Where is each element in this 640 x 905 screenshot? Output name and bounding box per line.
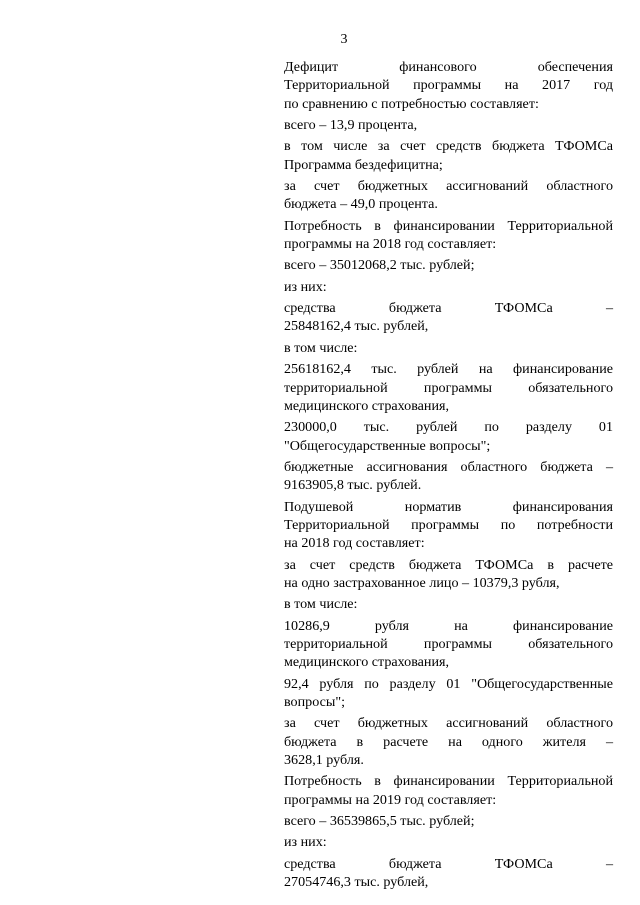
text-line: 27054746,3 тыс. рублей,	[284, 874, 429, 891]
text-line: из них:	[284, 278, 327, 295]
text-line: 3628,1 рубля.	[284, 752, 364, 769]
text-line: 9163905,8 тыс. рублей.	[284, 477, 422, 494]
paragraph	[284, 137, 613, 174]
paragraph	[284, 714, 613, 769]
paragraph	[284, 256, 613, 274]
text-line: Программа бездефицитна;	[284, 156, 443, 173]
paragraph	[284, 418, 613, 455]
text-line: из них:	[284, 834, 327, 851]
text-line: Потребность в финансировании Территориальной	[284, 217, 613, 234]
paragraph	[284, 217, 613, 254]
text-line: за счет бюджетных ассигнований областного	[284, 178, 613, 195]
text-line: бюджета в расчете на одного жителя –	[284, 733, 613, 750]
text-line: программы на 2018 год составляет:	[284, 236, 497, 253]
paragraph	[284, 556, 613, 593]
text-line: 10286,9 рубля на финансирование	[284, 617, 613, 634]
paragraph	[284, 855, 613, 892]
text-line: "Общегосударственные вопросы";	[284, 437, 491, 454]
text-line: всего – 13,9 процента,	[284, 117, 418, 134]
text-line: программы на 2019 год составляет:	[284, 791, 497, 808]
text-line: медицинского страхования,	[284, 654, 450, 671]
text-line: Подушевой норматив финансирования	[284, 498, 613, 515]
paragraph	[284, 177, 613, 214]
text-line: Дефицит финансового обеспечения	[284, 59, 613, 75]
text-line: по сравнению с потребностью составляет:	[284, 95, 539, 112]
text-line: вопросы";	[284, 694, 345, 710]
text-line: Территориальной программы на 2017 год	[284, 77, 613, 94]
paragraph	[284, 595, 613, 613]
paragraph	[284, 278, 613, 296]
text-line: 230000,0 тыс. рублей по разделу 01	[284, 419, 613, 436]
page-number: 3	[340, 32, 348, 47]
paragraph	[284, 360, 613, 415]
paragraph	[284, 58, 613, 113]
paragraph	[284, 675, 613, 712]
text-line: в том числе:	[284, 339, 358, 356]
document-body	[284, 58, 613, 891]
paragraph	[284, 339, 613, 357]
paragraph	[284, 772, 613, 809]
text-line: территориальной программы обязательного	[284, 635, 613, 652]
text-line: территориальной программы обязательного	[284, 379, 613, 396]
text-line: в том числе за счет средств бюджета ТФОМСа	[284, 138, 613, 155]
text-line: Потребность в финансировании Территориальной	[284, 773, 613, 790]
text-line: бюджета – 49,0 процента.	[284, 196, 438, 213]
text-line: средства бюджета ТФОМСа –	[284, 855, 613, 872]
paragraph	[284, 617, 613, 672]
text-line: на 2018 год составляет:	[284, 535, 425, 552]
text-line: за счет бюджетных ассигнований областного	[284, 715, 613, 732]
text-line: на одно застрахованное лицо – 10379,3 рубля,	[284, 574, 560, 591]
text-line: 25618162,4 тыс. рублей на финансирование	[284, 361, 613, 378]
text-line: медицинского страхования,	[284, 397, 450, 414]
text-line: всего – 36539865,5 тыс. рублей;	[284, 813, 475, 830]
text-line: всего – 35012068,2 тыс. рублей;	[284, 257, 475, 274]
text-line: Территориальной программы по потребности	[284, 516, 613, 533]
text-line: бюджетные ассигнования областного бюджета –	[284, 458, 613, 475]
paragraph	[284, 498, 613, 553]
text-line: в том числе:	[284, 596, 358, 613]
paragraph	[284, 833, 613, 851]
text-line: средства бюджета ТФОМСа –	[284, 300, 613, 317]
text-line: за счет средств бюджета ТФОМСа в расчете	[284, 556, 613, 573]
paragraph	[284, 458, 613, 495]
paragraph	[284, 812, 613, 830]
text-line: 92,4 рубля по разделу 01 "Общегосударственные	[284, 675, 613, 692]
text-line: 25848162,4 тыс. рублей,	[284, 318, 429, 335]
paragraph	[284, 116, 613, 134]
paragraph	[284, 299, 613, 336]
